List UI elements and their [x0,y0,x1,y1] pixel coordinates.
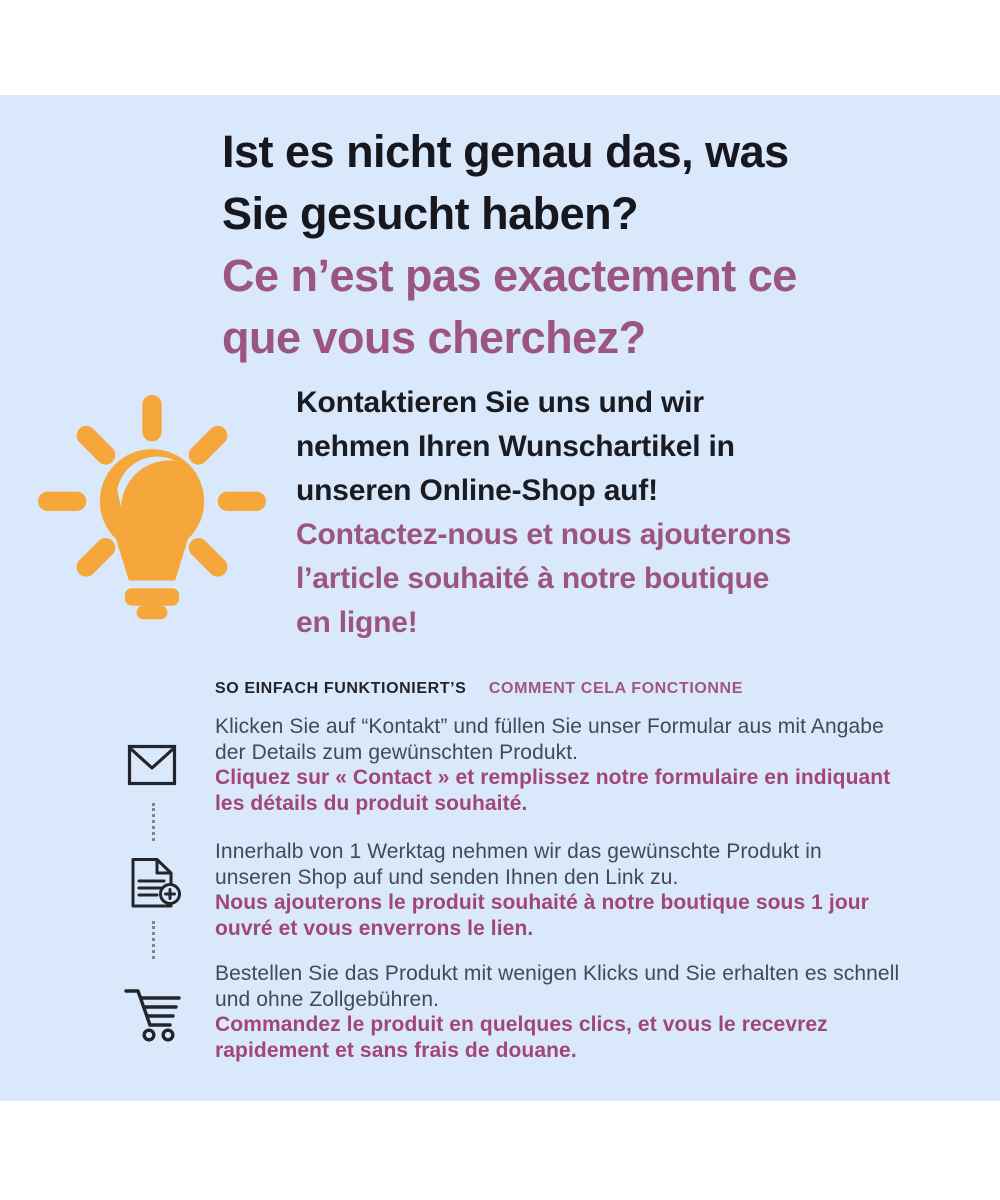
step-fr-line: Nous ajouterons le produit souhaité à notre boutique sous 1 jour [215,891,869,914]
dotted-connector [152,803,155,841]
title-fr-line: Ce n’est pas exactement ce [222,250,797,301]
intro-fr-line: l’article souhaité à notre boutique [296,562,770,595]
how-it-works-label-de: SO EINFACH FUNKTIONIERT’S [215,680,467,697]
step-de-line: unseren Shop auf und senden Ihnen den Link zu. [215,865,679,889]
title-de-line: Sie gesucht haben? [222,188,639,239]
lightbulb-icon [36,395,268,625]
intro-de-line: unseren Online-Shop auf! [296,474,658,507]
title-fr-line: que vous cherchez? [222,312,646,363]
intro-fr-line: Contactez-nous et nous ajouterons [296,518,792,551]
step-1-text [215,714,890,816]
step-de-line: der Details zum gewünschten Produkt. [215,740,579,764]
step-fr-line: rapidement et sans frais de douane. [215,1038,577,1062]
step-de-line: Bestellen Sie das Produkt mit wenigen Klicks und Sie erhalten es schnell [215,962,900,985]
step-fr-line: Cliquez sur « Contact » et remplissez notre formulaire en indiquant [215,766,891,789]
intro-fr-line: en ligne! [296,606,418,639]
step-fr-line: ouvré et vous enverrons le lien. [215,916,534,940]
document-add-icon [126,857,182,914]
blue-panel [0,95,1000,1101]
cart-icon [121,984,183,1047]
how-it-works-label-fr: COMMENT CELA FONCTIONNE [488,680,743,697]
title-de-line: Ist es nicht genau das, was [222,126,789,177]
step-2-text [215,839,869,941]
intro-de-line: Kontaktieren Sie uns und wir [296,386,704,419]
step-de-line: Klicken Sie auf “Kontakt” und füllen Sie unser Formular aus mit Angabe [215,715,884,738]
step-de-line: und ohne Zollgebühren. [215,987,440,1011]
step-3-text [215,961,899,1063]
step-fr-line: les détails du produit souhaité. [215,791,528,815]
dotted-connector [152,921,155,959]
intro-paragraph [296,381,791,645]
page-title [222,121,797,369]
how-it-works-label [215,680,743,698]
intro-de-line: nehmen Ihren Wunschartikel in [296,430,735,463]
step-fr-line: Commandez le produit en quelques clics, et vous le recevrez [215,1013,828,1036]
step-de-line: Innerhalb von 1 Werktag nehmen wir das gewünschte Produkt in [215,840,822,863]
envelope-icon [127,744,177,791]
